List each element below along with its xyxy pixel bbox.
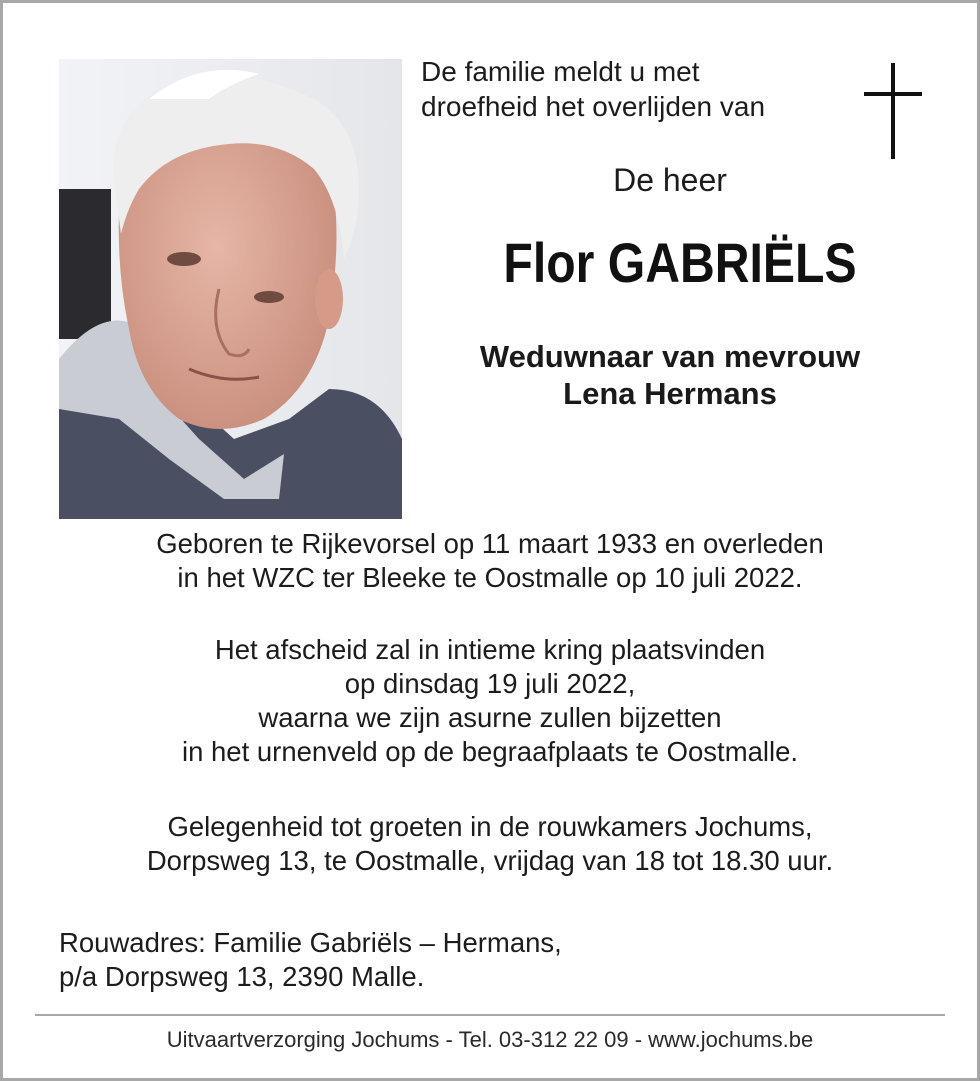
spouse-info bbox=[420, 338, 920, 412]
honorific: De heer bbox=[613, 162, 727, 198]
address-line-2: p/a Dorpsweg 13, 2390 Malle. bbox=[59, 961, 425, 992]
spouse-line-2: Lena Hermans bbox=[563, 376, 777, 411]
funeral-home-footer: Uitvaartverzorging Jochums - Tel. 03-312 22 09 - www.jochums.be bbox=[166, 1027, 814, 1052]
cross-icon bbox=[864, 63, 922, 159]
deceased-name: Flor GABRIËLS bbox=[503, 231, 857, 294]
farewell-line-2: op dinsdag 19 juli 2022, bbox=[344, 668, 636, 699]
farewell-line-3: waarna we zijn asurne zullen bijzetten bbox=[258, 702, 722, 733]
visit-line-2: Dorpsweg 13, te Oostmalle, vrijdag van 18 tot 18.30 uur. bbox=[146, 845, 834, 876]
footer-divider bbox=[35, 1014, 945, 1016]
portrait-illustration bbox=[59, 59, 402, 519]
spouse-line-1: Weduwnaar van mevrouw bbox=[479, 339, 861, 374]
visit-line-1: Gelegenheid tot groeten in de rouwkamers Jochums, bbox=[167, 811, 813, 842]
farewell-paragraph bbox=[40, 633, 940, 769]
intro-text bbox=[421, 54, 841, 124]
mourning-address bbox=[59, 926, 759, 994]
birth-line-2: in het WZC ter Bleeke te Oostmalle op 10 juli 2022. bbox=[177, 562, 803, 593]
birth-line-1: Geboren te Rijkevorsel op 11 maart 1933 en overleden bbox=[156, 528, 824, 559]
address-line-1: Rouwadres: Familie Gabriëls – Hermans, bbox=[59, 927, 562, 958]
visitation-paragraph bbox=[40, 810, 940, 878]
portrait-photo bbox=[59, 59, 402, 519]
farewell-line-4: in het urnenveld op de begraafplaats te Oostmalle. bbox=[181, 736, 799, 767]
intro-line-2: droefheid het overlijden van bbox=[421, 91, 766, 122]
farewell-line-1: Het afscheid zal in intieme kring plaatsvinden bbox=[214, 634, 766, 665]
birth-death-paragraph bbox=[40, 527, 940, 595]
intro-line-1: De familie meldt u met bbox=[421, 56, 700, 87]
